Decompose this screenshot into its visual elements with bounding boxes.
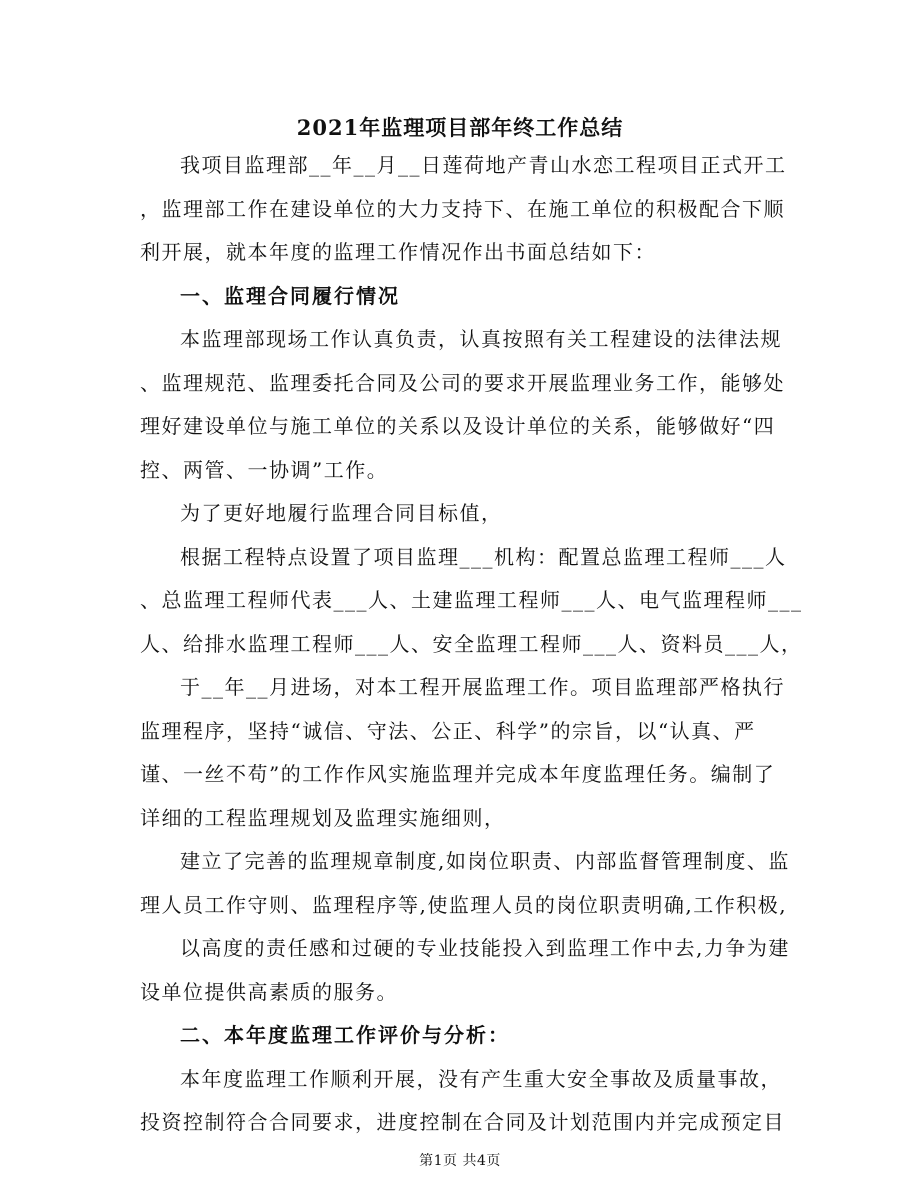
paragraph-line: 谨、一丝不苟”的工作作风实施监理并完成本年度监理任务。编制了 — [140, 762, 776, 786]
paragraph-line: 、监理规范、监理委托合同及公司的要求开展监理业务工作，能够处 — [140, 371, 785, 395]
paragraph-line: 监理程序，坚持“诚信、守法、公正、科学”的宗旨，以“认真、严 — [140, 719, 756, 743]
paragraph-line: 设单位提供高素质的服务。 — [140, 980, 398, 1004]
paragraph-line: 投资控制符合合同要求，进度控制在合同及计划范围内并完成预定目 — [140, 1110, 785, 1134]
section-heading: 二、本年度监理工作评价与分析： — [180, 1023, 510, 1047]
paragraph-line: 为了更好地履行监理合同目标值， — [180, 501, 503, 525]
page-footer: 第1页 共4页 — [419, 1153, 501, 1169]
section-heading: 一、监理合同履行情况 — [180, 284, 400, 308]
paragraph-line: 根据工程特点设置了项目监理___机构：配置总监理工程师___人 — [180, 545, 787, 569]
paragraph-line: 人、给排水监理工程师___人、安全监理工程师___人、资料员___人， — [140, 632, 803, 656]
paragraph-line: 、总监理工程师代表___人、土建监理工程师___人、电气监理程师___ — [140, 588, 803, 612]
paragraph-line: 理好建设单位与施工单位的关系以及设计单位的关系，能够做好“四 — [140, 414, 776, 438]
paragraph-line: 我项目监理部__年__月__日莲荷地产青山水恋工程项目正式开工 — [180, 153, 787, 177]
paragraph-line: 建立了完善的监理规章制度,如岗位职责、内部监督管理制度、监 — [180, 849, 790, 873]
paragraph-line: 以高度的责任感和过硬的专业技能投入到监理工作中去,力争为建 — [180, 936, 790, 960]
paragraph-line: 利开展，就本年度的监理工作情况作出书面总结如下： — [140, 240, 656, 264]
paragraph-line: 本监理部现场工作认真负责，认真按照有关工程建设的法律法规 — [180, 327, 782, 351]
paragraph-line: 本年度监理工作顺利开展，没有产生重大安全事故及质量事故， — [180, 1067, 782, 1091]
paragraph-line: ，监理部工作在建设单位的大力支持下、在施工单位的积极配合下顺 — [140, 197, 785, 221]
paragraph-line: 理人员工作守则、监理程序等,使监理人员的岗位职责明确,工作积极, — [140, 893, 788, 917]
paragraph-line: 详细的工程监理规划及监理实施细则， — [140, 806, 506, 830]
document-title: 2021年监理项目部年终工作总结 — [296, 115, 624, 140]
paragraph-line: 控、两管、一协调”工作。 — [140, 458, 389, 482]
paragraph-line: 于__年__月进场，对本工程开展监理工作。项目监理部严格执行 — [180, 675, 785, 699]
